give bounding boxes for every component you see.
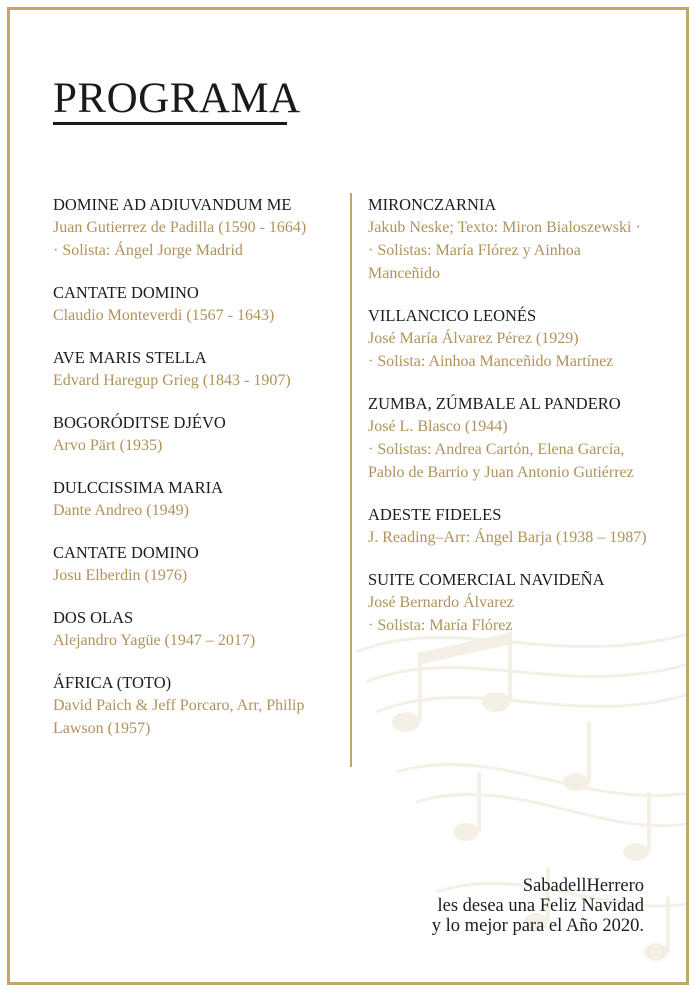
- greeting-line: SabadellHerrero: [522, 876, 644, 896]
- program-piece: [53, 476, 343, 522]
- program-piece: [53, 541, 343, 587]
- piece-title: ÁFRICA (TOTO): [53, 673, 172, 692]
- piece-title: VILLANCICO LEONÉS: [368, 306, 537, 325]
- program-piece: [368, 392, 678, 484]
- piece-detail: · Solistas: Andrea Cartón, Elena García,: [368, 441, 625, 458]
- program-piece: [368, 568, 678, 637]
- piece-title: MIRONCZARNIA: [368, 195, 497, 214]
- piece-detail: · Solista: María Flórez: [368, 617, 513, 634]
- greeting-block: [432, 876, 644, 936]
- piece-detail: J. Reading–Arr: Ángel Barja (1938 – 1987): [368, 529, 647, 546]
- piece-detail: Lawson (1957): [53, 720, 151, 737]
- program-piece: [53, 193, 343, 262]
- program-piece: [368, 193, 678, 285]
- piece-title: SUITE COMERCIAL NAVIDEÑA: [368, 570, 605, 589]
- program-piece: [53, 346, 343, 392]
- program-piece: [53, 281, 343, 327]
- piece-detail: David Paich & Jeff Porcaro, Arr, Philip: [53, 697, 305, 714]
- piece-detail: Jakub Neske; Texto: Miron Bialoszewski ·: [368, 219, 641, 236]
- page-frame: [7, 7, 689, 985]
- piece-title: CANTATE DOMINO: [53, 283, 199, 302]
- program-column-left: [53, 193, 343, 759]
- program-piece: [368, 503, 678, 549]
- piece-title: DOMINE AD ADIUVANDUM ME: [53, 195, 292, 214]
- program-piece: [53, 411, 343, 457]
- piece-detail: Juan Gutierrez de Padilla (1590 - 1664): [53, 219, 307, 236]
- piece-detail: Claudio Monteverdi (1567 - 1643): [53, 307, 275, 324]
- piece-title: ADESTE FIDELES: [368, 505, 502, 524]
- program-piece: [53, 671, 343, 740]
- program-piece: [53, 606, 343, 652]
- piece-detail: José L. Blasco (1944): [368, 418, 508, 435]
- piece-detail: Alejandro Yagüe (1947 – 2017): [53, 632, 256, 649]
- column-divider: [350, 193, 352, 767]
- program-column-right: [368, 193, 678, 656]
- piece-detail: Edvard Haregup Grieg (1843 - 1907): [53, 372, 291, 389]
- piece-detail: José María Álvarez Pérez (1929): [368, 330, 579, 347]
- piece-title: AVE MARIS STELLA: [53, 348, 207, 367]
- piece-detail: · Solistas: María Flórez y Ainhoa: [368, 242, 581, 259]
- piece-detail: José Bernardo Álvarez: [368, 594, 514, 611]
- page-title: PROGRAMA: [53, 75, 301, 122]
- piece-title: CANTATE DOMINO: [53, 543, 199, 562]
- greeting-line: les desea una Feliz Navidad: [437, 896, 644, 916]
- title-underline: [53, 122, 287, 125]
- piece-title: DULCCISSIMA MARIA: [53, 478, 224, 497]
- piece-title: DOS OLAS: [53, 608, 134, 627]
- greeting-line: y lo mejor para el Año 2020.: [431, 916, 644, 936]
- piece-detail: Pablo de Barrio y Juan Antonio Gutiérrez: [368, 464, 634, 481]
- piece-detail: Manceñido: [368, 265, 440, 282]
- piece-detail: Josu Elberdin (1976): [53, 567, 188, 584]
- piece-title: BOGORÓDITSE DJÉVO: [53, 413, 226, 432]
- piece-detail: Arvo Pärt (1935): [53, 437, 163, 454]
- piece-detail: · Solista: Ainhoa Manceñido Martínez: [368, 353, 614, 370]
- piece-detail: Dante Andreo (1949): [53, 502, 189, 519]
- piece-title: ZUMBA, ZÚMBALE AL PANDERO: [368, 394, 621, 413]
- piece-detail: · Solista: Ángel Jorge Madrid: [53, 242, 243, 259]
- program-piece: [368, 304, 678, 373]
